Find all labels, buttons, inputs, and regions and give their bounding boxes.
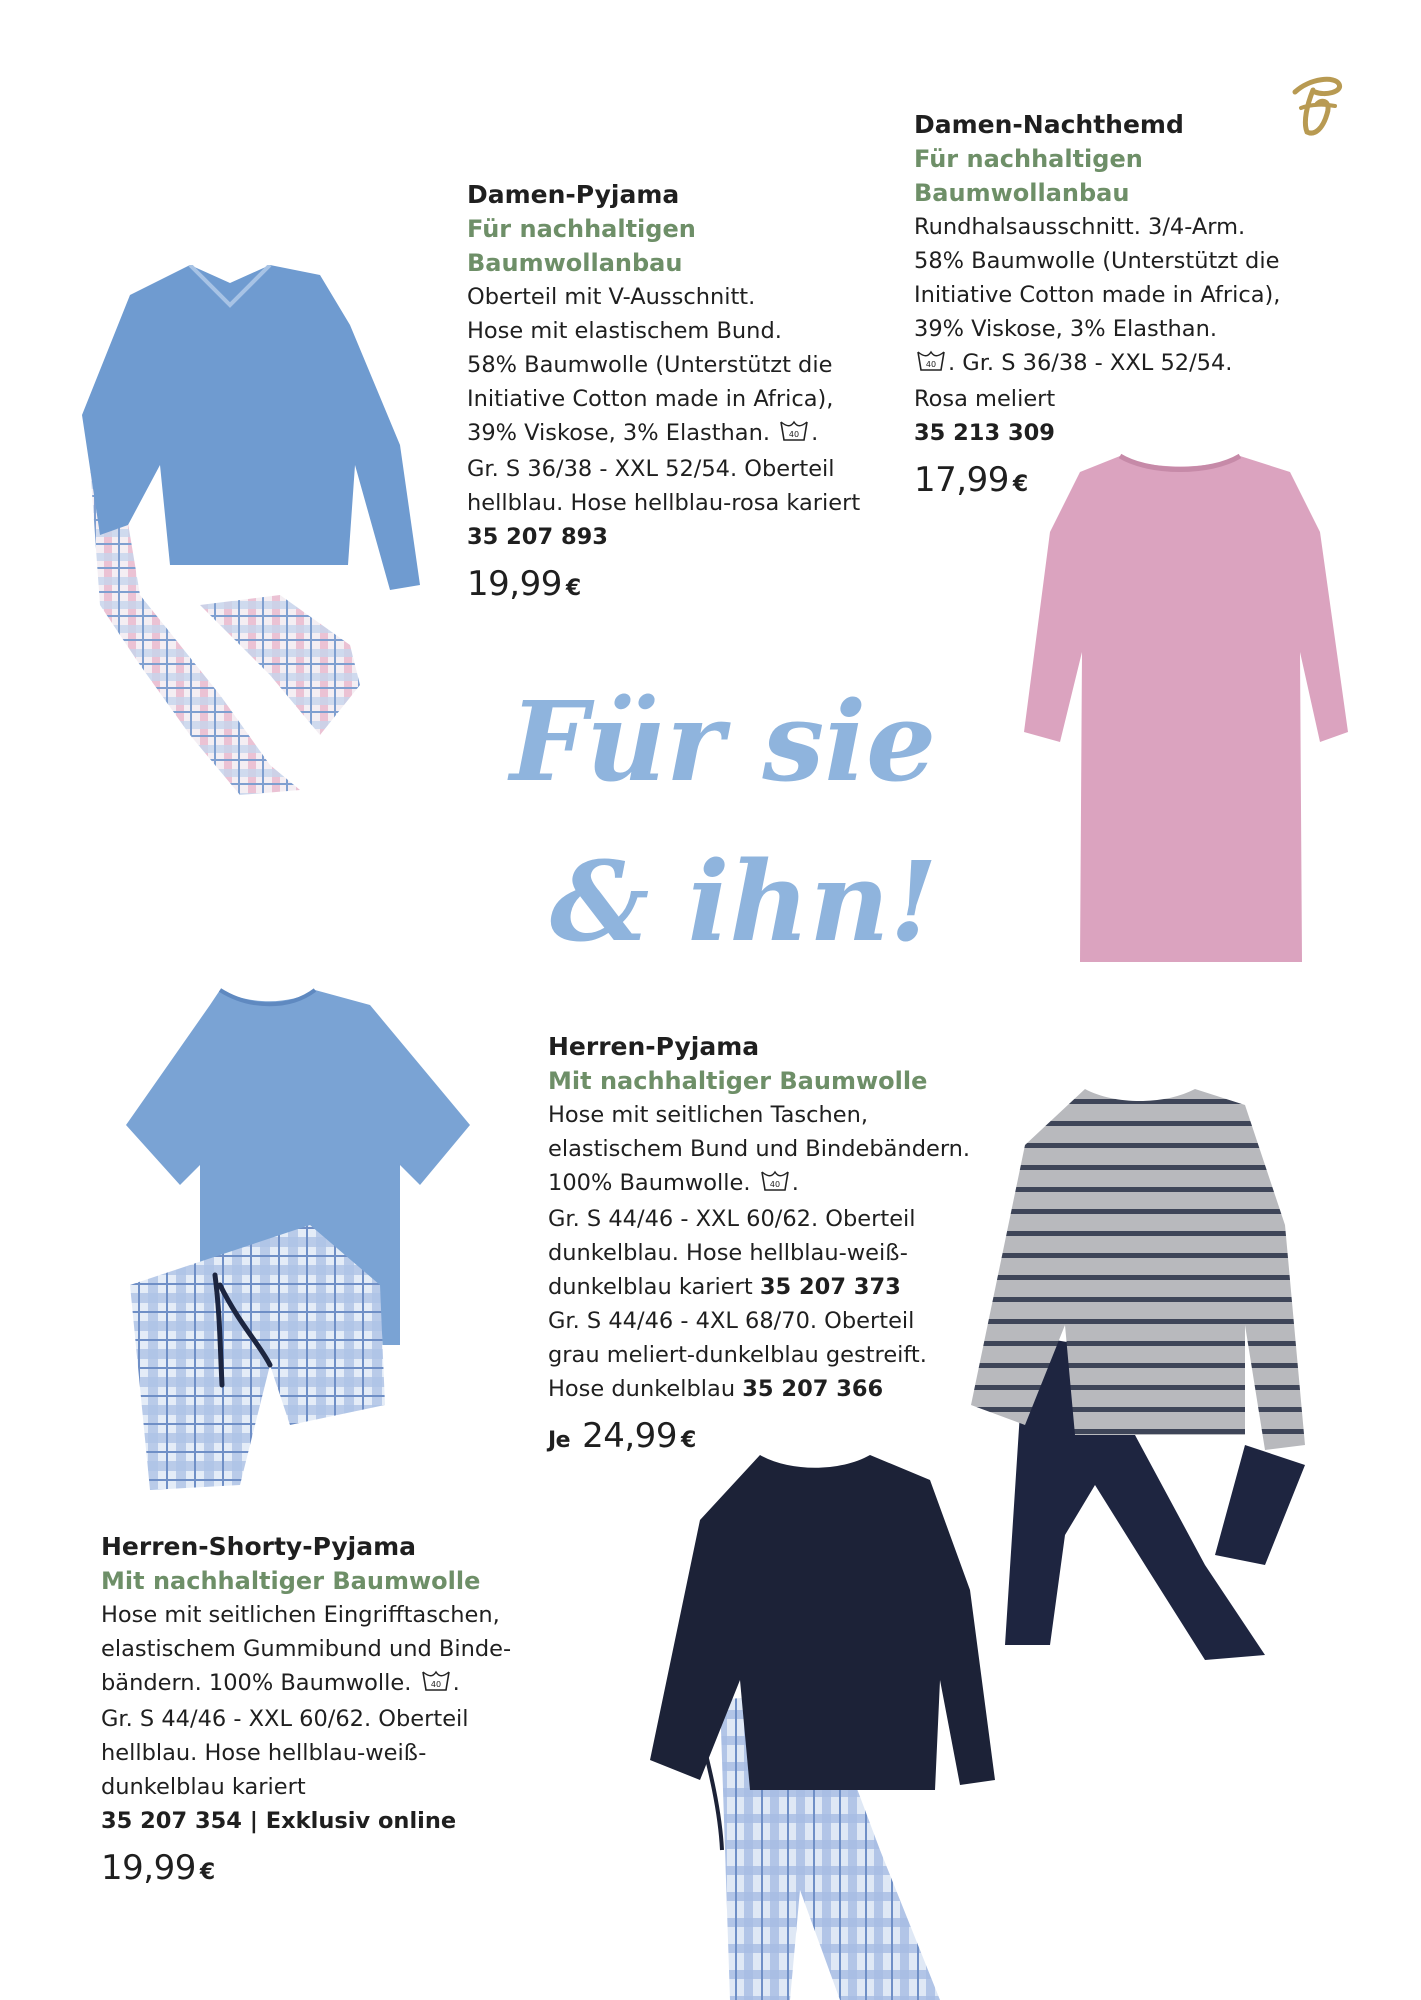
description-line: Initiative Cotton made in Africa), — [467, 386, 834, 412]
description-line: Initiative Cotton made in Africa), — [914, 282, 1281, 308]
svg-text:& ihn!: & ihn! — [550, 837, 938, 966]
price: 19,99 € — [467, 564, 581, 604]
description-line: hellblau. Hose hellblau-rosa kariert — [467, 490, 861, 516]
description-line: 39% Viskose, 3% Elasthan. 40 . — [467, 416, 887, 452]
wash-40-icon — [916, 348, 946, 382]
description-line: elastischem Bund und Bindebändern. — [548, 1136, 971, 1162]
svg-text:Für sie: Für sie — [510, 677, 937, 806]
description-line: Hose mit seitlichen Eingrifftaschen, — [101, 1602, 500, 1628]
article-number: 35 213 309 — [914, 420, 1055, 446]
damen-nachthemd-block — [914, 108, 1314, 507]
product-subtitle: Für nachhaltigen — [914, 145, 1143, 173]
product-subtitle: Für nachhaltigen — [467, 215, 696, 243]
description-line: 40 . Gr. S 36/38 - XXL 52/54. — [914, 346, 1314, 382]
price: 17,99 € — [914, 460, 1028, 500]
description-line: Gr. S 44/46 - 4XL 68/70. Oberteil — [548, 1308, 915, 1334]
svg-text:40: 40 — [430, 1680, 441, 1689]
herren-pyjama-block — [548, 1030, 1008, 1463]
product-title: Damen-Pyjama — [467, 180, 680, 209]
wash-40-icon — [779, 418, 809, 452]
wash-40-icon — [421, 1668, 451, 1702]
svg-text:40: 40 — [789, 430, 800, 439]
product-title: Herren-Pyjama — [548, 1032, 760, 1061]
description-line: grau meliert-dunkelblau gestreift. — [548, 1342, 927, 1368]
description-line: Gr. S 36/38 - XXL 52/54. Oberteil — [467, 456, 835, 482]
product-title: Damen-Nachthemd — [914, 110, 1184, 139]
product-subtitle: Mit nachhaltiger Baumwolle — [548, 1067, 928, 1095]
description-line: Hose mit elastischem Bund. — [467, 318, 782, 344]
product-subtitle: Baumwollanbau — [914, 179, 1130, 207]
description-line: dunkelblau kariert 35 207 373 — [548, 1274, 901, 1300]
article-number: 35 207 893 — [467, 524, 608, 550]
description-line: Rundhalsausschnitt. 3/4-Arm. — [914, 214, 1246, 240]
description-line: 39% Viskose, 3% Elasthan. — [914, 316, 1218, 342]
description-line: 100% Baumwolle. 40 . — [548, 1166, 1008, 1202]
product-title: Herren-Shorty-Pyjama — [101, 1532, 417, 1561]
svg-text:40: 40 — [925, 360, 937, 369]
herren-shorty-image — [120, 985, 480, 1495]
damen-pyjama-block — [467, 178, 887, 611]
description-line: Oberteil mit V-Ausschnitt. — [467, 284, 756, 310]
description-line: dunkelblau. Hose hellblau-weiß- — [548, 1240, 908, 1266]
description-line: 58% Baumwolle (Unterstützt die — [914, 248, 1280, 274]
product-subtitle: Baumwollanbau — [467, 249, 683, 277]
description-line: Hose mit seitlichen Taschen, — [548, 1102, 868, 1128]
description-line: Hose dunkelblau 35 207 366 — [548, 1376, 884, 1402]
wash-40-icon — [760, 1168, 790, 1202]
svg-text:40: 40 — [769, 1180, 780, 1189]
headline-script — [500, 640, 950, 990]
price: Je 24,99 € — [548, 1416, 696, 1456]
description-line: dunkelblau kariert — [101, 1774, 306, 1800]
article-number: 35 207 354 | Exklusiv online — [101, 1808, 457, 1834]
description-line: 58% Baumwolle (Unterstützt die — [467, 352, 833, 378]
herren-pyjama-grey-image — [965, 1085, 1305, 1665]
product-subtitle: Mit nachhaltiger Baumwolle — [101, 1567, 481, 1595]
price: 19,99 € — [101, 1848, 215, 1888]
color-line: Rosa meliert — [914, 386, 1056, 412]
herren-shorty-block — [101, 1530, 541, 1895]
description-line: Gr. S 44/46 - XXL 60/62. Oberteil — [548, 1206, 916, 1232]
description-line: hellblau. Hose hellblau-weiß- — [101, 1740, 427, 1766]
damen-nachthemd-image — [1020, 452, 1350, 977]
description-line: Gr. S 44/46 - XXL 60/62. Oberteil — [101, 1706, 469, 1732]
description-line: bändern. 100% Baumwolle. 40 . — [101, 1666, 541, 1702]
damen-pyjama-image — [80, 265, 440, 805]
article-number: 35 207 373 — [759, 1274, 901, 1300]
description-line: elastischem Gummibund und Binde- — [101, 1636, 512, 1662]
herren-pyjama-navy-image — [640, 1450, 1000, 2000]
article-number: 35 207 366 — [742, 1376, 884, 1402]
